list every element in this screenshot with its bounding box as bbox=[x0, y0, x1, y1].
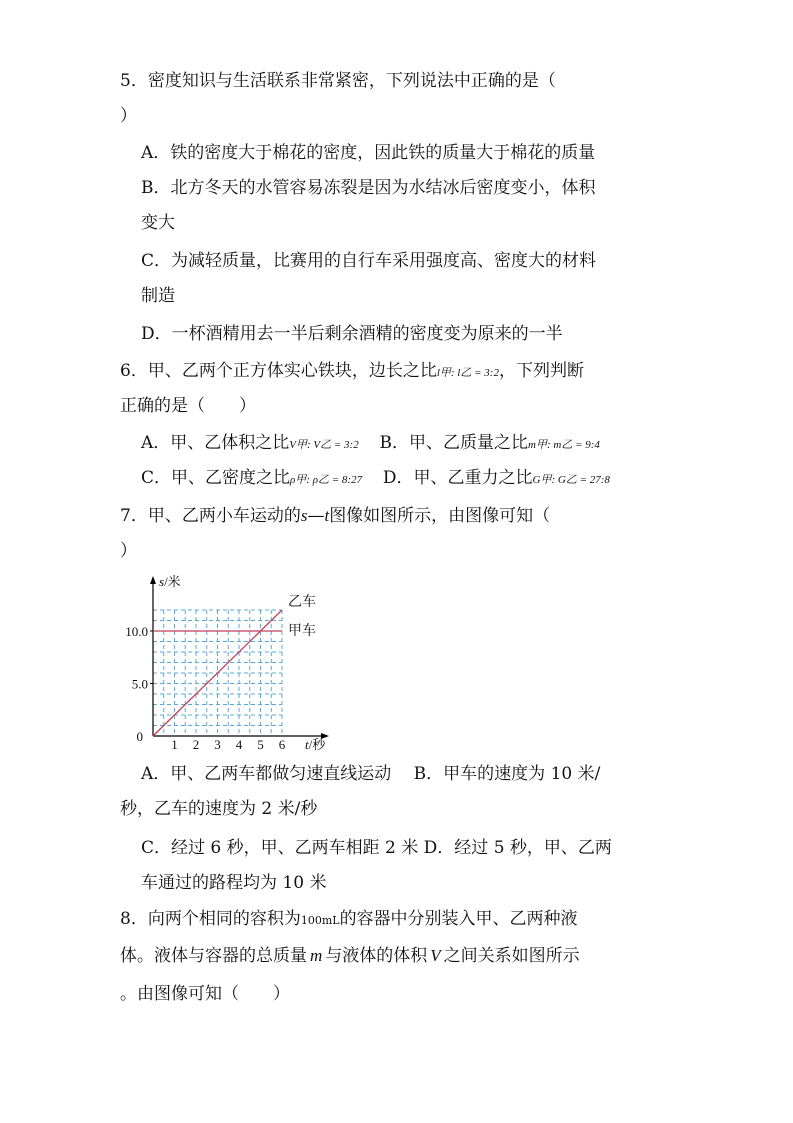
q8-stem-line3: 。由图像可知（ ） bbox=[120, 984, 290, 1004]
q6-stem-cont: 正确的是（ ） bbox=[120, 396, 256, 416]
y-axis-arrow bbox=[150, 576, 156, 584]
q5-option-b-cont: 变大 bbox=[141, 213, 175, 233]
q7-option-b-cont: 秒，乙车的速度为 2 米/秒 bbox=[120, 799, 318, 819]
q5-option-d: D．一杯酒精用去一半后剩余酒精的密度变为原来的一半 bbox=[141, 324, 563, 344]
series-label-yi: 乙车 bbox=[288, 595, 316, 610]
q6-option-a: A．甲、乙体积之比V甲: V乙 = 3:2 bbox=[141, 433, 359, 453]
q7-option-ab: A．甲、乙两车都做匀速直线运动 B．甲车的速度为 10 米/ bbox=[141, 764, 601, 784]
x-tick-label: 2 bbox=[192, 737, 200, 752]
q6-ratio-formula: l甲: l乙 = 3:2 bbox=[436, 367, 499, 379]
q5-option-b: B．北方冬天的水管容易冻裂是因为水结冰后密度变小，体积 bbox=[141, 178, 596, 198]
q6-option-b: B．甲、乙质量之比m甲: m乙 = 9:4 bbox=[379, 433, 600, 453]
series-label-jia: 甲车 bbox=[288, 624, 316, 639]
x-tick-label: 5 bbox=[257, 737, 264, 752]
q7-option-cd: C．经过 6 秒，甲、乙两车相距 2 米 D．经过 5 秒，甲、乙两 bbox=[141, 838, 612, 858]
y-tick-label: 10.0 bbox=[125, 624, 148, 639]
q5-option-c: C．为减轻质量，比赛用的自行车采用强度高、密度大的材料 bbox=[141, 251, 597, 271]
q8-stem-line1: 8．向两个相同的容积为100mL的容器中分别装入甲、乙两种液 bbox=[120, 909, 578, 929]
origin-label: 0 bbox=[136, 729, 143, 744]
x-axis-label: t/秒 bbox=[305, 737, 326, 752]
st-chart bbox=[115, 570, 345, 755]
q5-option-a: A．铁的密度大于棉花的密度，因此铁的质量大于棉花的质量 bbox=[141, 143, 596, 163]
q6-stem: 6．甲、乙两个正方体实心铁块，边长之比l甲: l乙 = 3:2，下列判断 bbox=[120, 361, 584, 381]
q5-stem: 5．密度知识与生活联系非常紧密，下列说法中正确的是（ bbox=[120, 71, 556, 91]
x-tick-label: 3 bbox=[214, 737, 221, 752]
q5-option-c-cont: 制造 bbox=[141, 286, 175, 306]
q7-stem-close: ） bbox=[120, 541, 137, 561]
x-tick-label: 1 bbox=[171, 737, 178, 752]
q6-options-cd bbox=[141, 467, 701, 491]
q6-option-d: D．甲、乙重力之比G甲: G乙 = 27:8 bbox=[382, 468, 610, 488]
x-tick-label: 4 bbox=[235, 737, 243, 752]
y-axis-label: s/米 bbox=[159, 574, 181, 589]
q7-stem: 7．甲、乙两小车运动的s—t图像如图所示，由图像可知（ bbox=[120, 506, 551, 526]
q5-stem-close: ） bbox=[120, 106, 137, 126]
q7-option-d-cont: 车通过的路程均为 10 米 bbox=[141, 873, 327, 893]
y-tick-label: 5.0 bbox=[131, 676, 148, 692]
x-tick-label: 6 bbox=[278, 737, 286, 752]
q6-option-c: C．甲、乙密度之比ρ甲: ρ乙 = 8:27 bbox=[141, 468, 363, 488]
q6-options-ab bbox=[141, 432, 701, 456]
q8-stem-line2: 体。液体与容器的总质量 m 与液体的体积 V 之间关系如图所示 bbox=[120, 946, 580, 966]
